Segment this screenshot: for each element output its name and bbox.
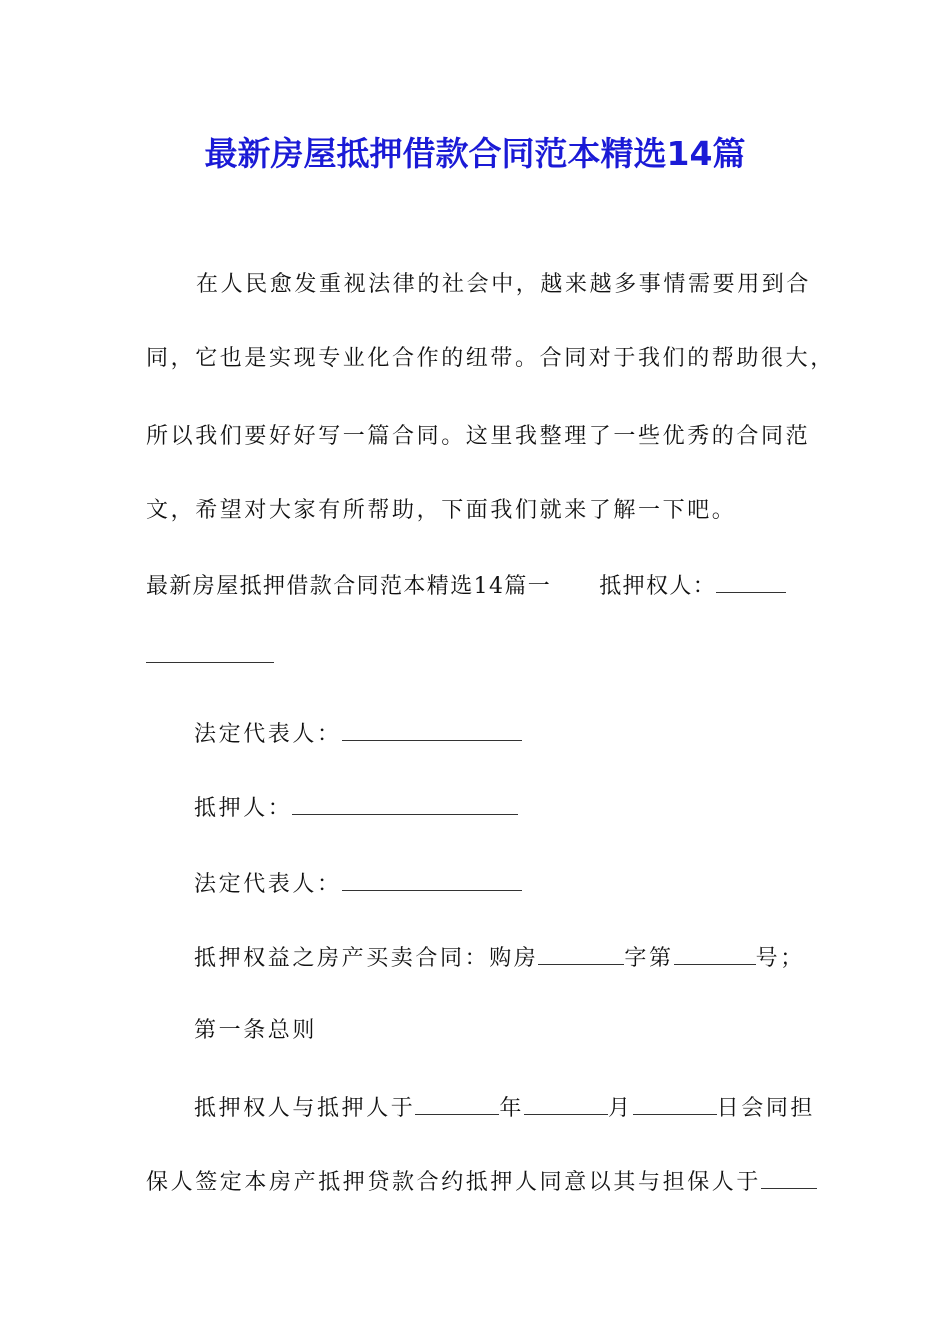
article-1-title: 第一条总则 <box>194 1018 318 1043</box>
legal-rep-row-1 <box>194 718 522 750</box>
legal-rep-label-1: 法定代表人： <box>194 722 342 747</box>
purchase-contract-mid: 字第 <box>624 946 674 971</box>
legal-rep-blank-2 <box>342 868 522 891</box>
purchase-contract-row <box>194 942 805 974</box>
month-blank <box>524 1092 608 1115</box>
purchase-contract-blank-2 <box>674 942 756 965</box>
day-blank <box>633 1092 717 1115</box>
article-1-suffix: 日会同担 <box>716 1096 816 1121</box>
article-1-line-1 <box>194 1092 815 1124</box>
legal-rep-row-2 <box>194 868 522 900</box>
legal-rep-label-2: 法定代表人： <box>194 872 342 897</box>
section-heading-row <box>146 570 786 602</box>
mortgagee-blank-continued-row <box>146 640 274 672</box>
month-label: 月 <box>608 1096 633 1121</box>
purchase-contract-blank-1 <box>538 942 624 965</box>
intro-line-4: 文，希望对大家有所帮助，下面我们就来了解一下吧。 <box>146 498 737 523</box>
intro-line-3: 所以我们要好好写一篇合同。这里我整理了一些优秀的合同范 <box>146 424 811 449</box>
guarantor-date-blank <box>761 1166 817 1189</box>
intro-line-1: 在人民愈发重视法律的社会中，越来越多事情需要用到合 <box>196 272 812 297</box>
article-1-prefix: 抵押权人与抵押人于 <box>194 1096 416 1121</box>
article-1-line-2 <box>146 1166 817 1198</box>
mortgagee-blank-continued <box>146 640 274 663</box>
section-heading: 最新房屋抵押借款合同范本精选14篇一 <box>146 574 552 599</box>
mortgagor-row <box>194 792 518 824</box>
mortgagor-blank <box>292 792 518 815</box>
year-blank <box>415 1092 499 1115</box>
document-title: 最新房屋抵押借款合同范本精选14篇 <box>204 134 746 173</box>
purchase-contract-suffix: 号； <box>755 946 805 971</box>
mortgagor-label: 抵押人： <box>194 796 293 821</box>
year-label: 年 <box>499 1096 525 1121</box>
mortgagee-label: 抵押权人： <box>599 574 717 599</box>
purchase-contract-prefix: 抵押权益之房产买卖合同：购房 <box>194 946 539 971</box>
legal-rep-blank-1 <box>342 718 522 741</box>
intro-line-2: 同，它也是实现专业化合作的纽带。合同对于我们的帮助很大， <box>146 346 835 371</box>
article-1-line-2-text: 保人签定本房产抵押贷款合约抵押人同意以其与担保人于 <box>146 1170 762 1195</box>
mortgagee-blank <box>716 570 786 593</box>
